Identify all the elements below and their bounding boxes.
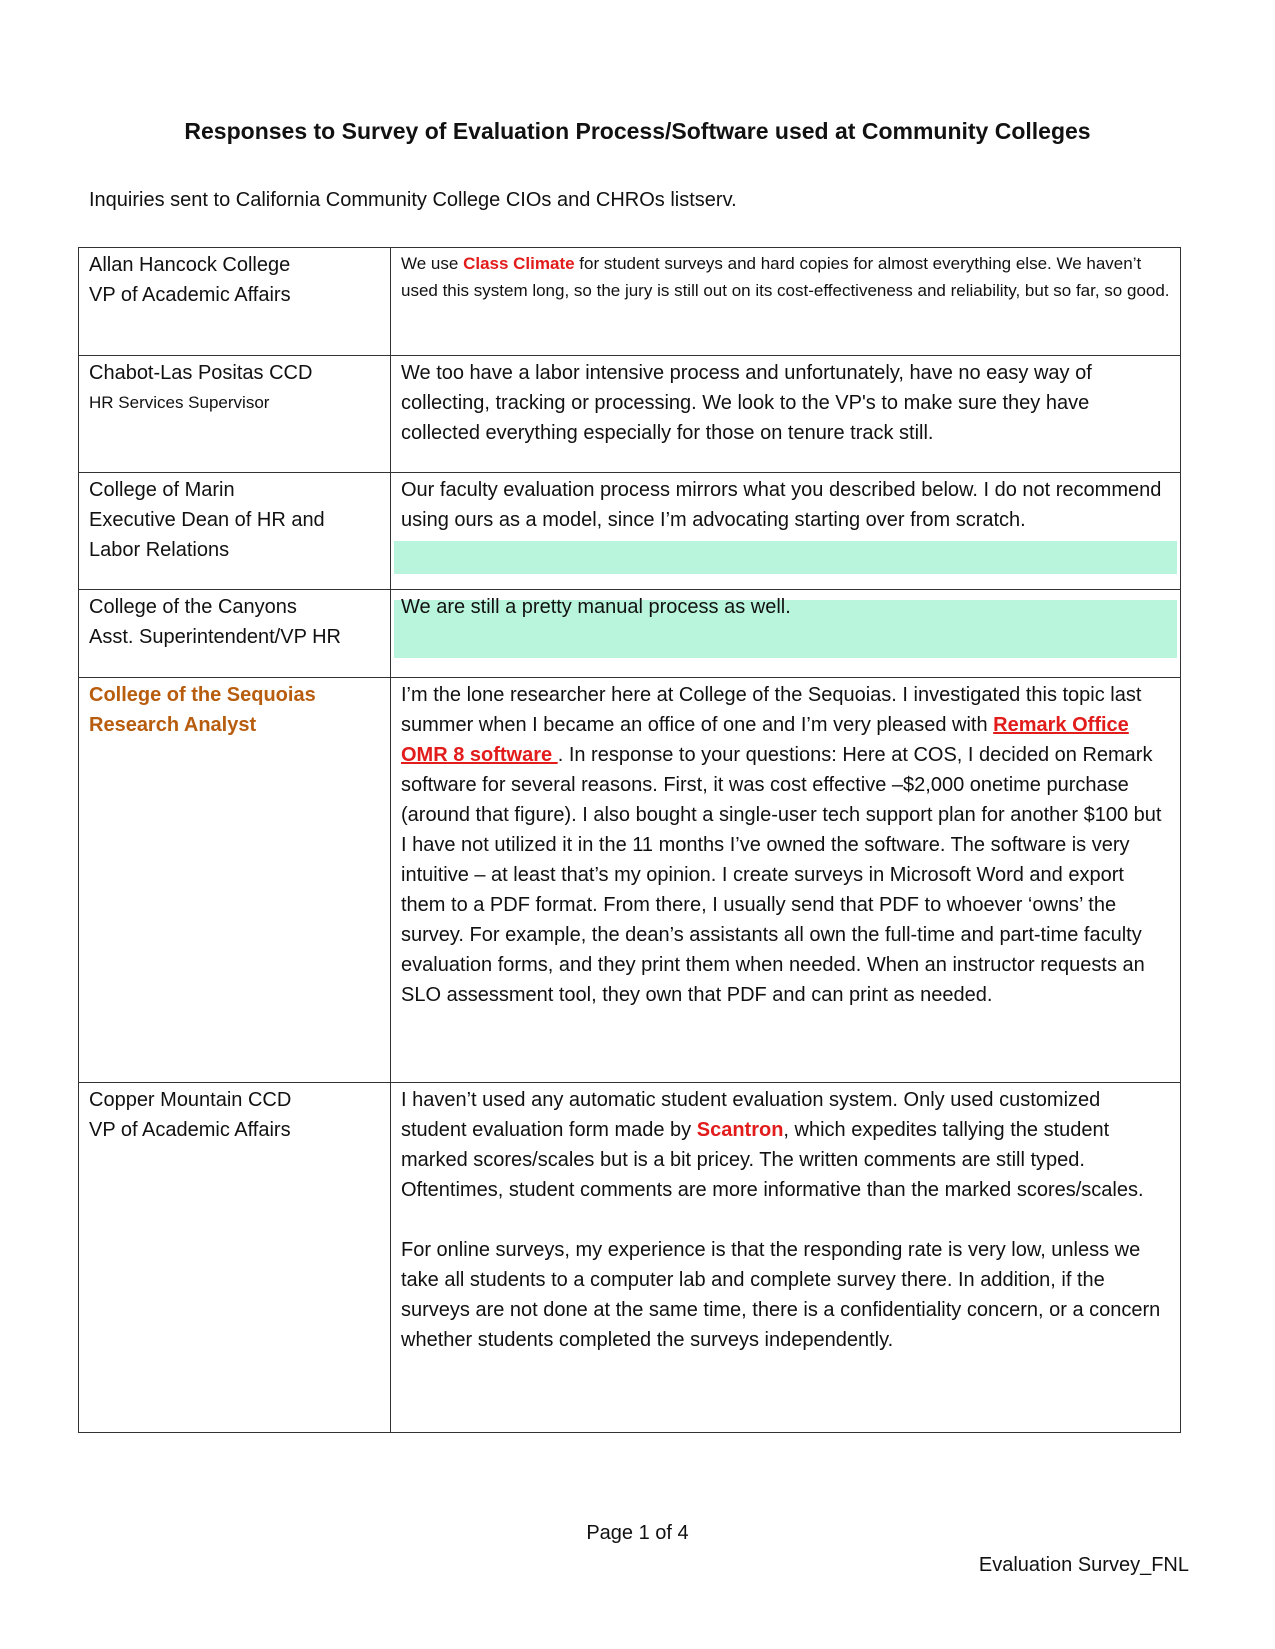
product-name: Scantron [696, 1119, 784, 1141]
table-row [79, 248, 1181, 356]
highlight-band [394, 541, 1177, 574]
response-paragraph: For online surveys, my experience is that the responding rate is very low, unless we take all students to a computer lab and complete survey there. In addition, if the surveys are not done at the same time, there is a confidentiality concern, or a concern whether students completed the surveys independently. [401, 1239, 1161, 1351]
respondent-role: VP of Academic Affairs [89, 284, 291, 306]
response-text: We are still a pretty manual process as well. [401, 596, 791, 618]
response-cell [391, 473, 1181, 590]
respondent-cell [79, 356, 391, 473]
response-text: I’m the lone researcher here at College of the Sequoias. I investigated this topic last summer when I became an office of one and I’m very pleased with Remark Office OMR 8 software . In response to your questions: Here at COS, I decided on Remark software for several reasons. First, it was cost effective –$2,000 onetime purchase (around that figure). I also bought a single-user tech support plan for another $100 but I have not utilized it in the 11 months I’ve owned the software. The software is very intuitive – at least that’s my opinion. I create surveys in Microsoft Word and export them to a PDF format. From there, I usually send that PDF to whoever ‘owns’ the survey. For example, the dean’s assistants all own the full-time and part-time faculty evaluation forms, and they print them when needed. When an instructor requests an SLO assessment tool, they own that PDF and can print as needed. [401, 684, 1162, 1006]
respondent-cell [79, 590, 391, 678]
respondent-cell [79, 678, 391, 1083]
response-cell [391, 678, 1181, 1083]
responses-table [78, 247, 1181, 1433]
college-name: Copper Mountain CCD [89, 1089, 292, 1111]
product-name: Class Climate [463, 254, 575, 273]
response-paragraph: I haven’t used any automatic student evaluation system. Only used customized student evaluation form made by Scantron, which expedites tallying the student marked scores/scales but is a bit pricey. The written comments are still typed. Oftentimes, student comments are more informative than the marked scores/scales. [401, 1089, 1144, 1201]
response-cell [391, 1083, 1181, 1433]
table-row [79, 1083, 1181, 1433]
respondent-cell [79, 1083, 391, 1433]
response-cell [391, 248, 1181, 356]
table-row [79, 473, 1181, 590]
document-title: Responses to Survey of Evaluation Process/Software used at Community Colleges [184, 118, 1091, 144]
respondent-role: Research Analyst [89, 714, 257, 736]
respondent-cell [79, 473, 391, 590]
college-name: Allan Hancock College [89, 254, 291, 276]
response-text: We use Class Climate for student surveys and hard copies for almost everything else. We haven’t used this system long, so the jury is still out on its cost-effectiveness and reliability, but so far, so good. [401, 254, 1170, 300]
document-footer-name: Evaluation Survey_FNL [978, 1554, 1189, 1576]
respondent-role: VP of Academic Affairs [89, 1119, 291, 1141]
college-name: College of the Canyons [89, 596, 297, 618]
intro-text: Inquiries sent to California Community College CIOs and CHROs listserv. [89, 189, 737, 211]
table-row [79, 590, 1181, 678]
table-row [79, 356, 1181, 473]
response-text: We too have a labor intensive process and unfortunately, have no easy way of collecting, tracking or processing. We look to the VP's to make sure they have collected everything especially for those on tenure track still. [401, 362, 1092, 444]
response-cell [391, 590, 1181, 678]
college-name: College of the Sequoias [89, 684, 316, 706]
page-number: Page 1 of 4 [586, 1522, 689, 1544]
college-name: Chabot-Las Positas CCD [89, 362, 313, 384]
respondent-role: Executive Dean of HR and Labor Relations [89, 509, 325, 561]
respondent-cell [79, 248, 391, 356]
response-text: Our faculty evaluation process mirrors what you described below. I do not recommend using ours as a model, since I’m advocating starting over from scratch. [401, 479, 1162, 531]
college-name: College of Marin [89, 479, 235, 501]
table-row [79, 678, 1181, 1083]
respondent-role: HR Services Supervisor [89, 393, 270, 412]
software-link[interactable]: Remark Office OMR 8 software [401, 714, 1129, 766]
respondent-role: Asst. Superintendent/VP HR [89, 626, 341, 648]
response-cell [391, 356, 1181, 473]
